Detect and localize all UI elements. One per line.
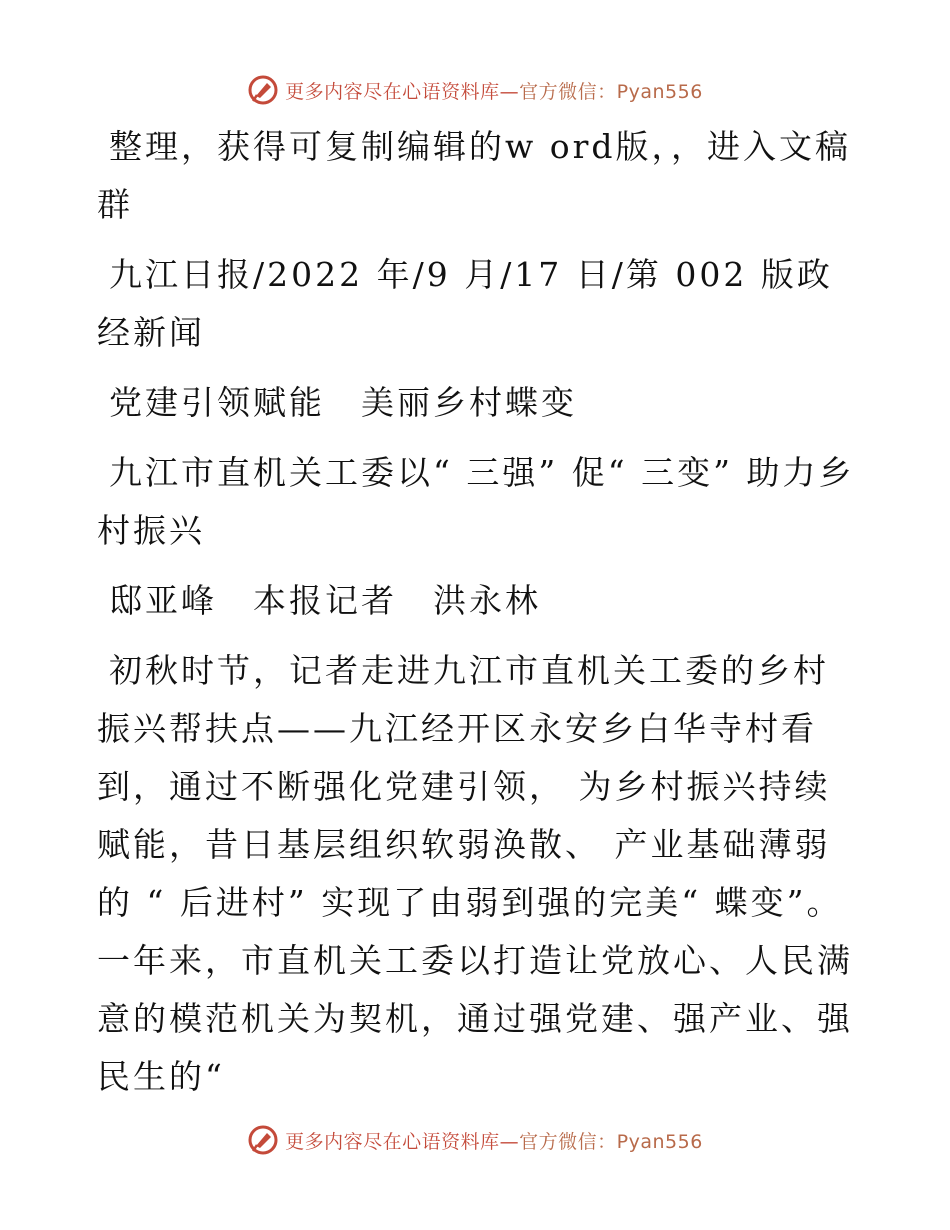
banner-text [285, 1127, 703, 1154]
pen-nib-logo-icon [247, 1124, 279, 1156]
subheadline: 九江市直机关工委以“ 三强” 促“ 三变” 助力乡村振兴 [97, 453, 855, 550]
byline: 邸亚峰 本报记者 洪永林 [109, 581, 541, 620]
banner-dash: — [499, 1130, 520, 1153]
banner-wechat-text: 官方微信：Pyan556 [519, 80, 703, 103]
banner-main-text: 更多内容尽在心语资料库 [285, 80, 500, 103]
pen-nib-logo-icon [247, 74, 279, 106]
intro-paragraph: 整理，获得可复制编辑的w ord版，，进入文稿群 [97, 127, 852, 224]
document-body [97, 118, 857, 1118]
banner-dash: — [499, 80, 520, 103]
header-banner [0, 72, 950, 108]
source-line: 九江日报/2022 年/9 月/17 日/第 002 版政经新闻 [97, 255, 833, 352]
banner-wechat-text: 官方微信：Pyan556 [519, 1130, 703, 1153]
banner-main-text: 更多内容尽在心语资料库 [285, 1130, 500, 1153]
footer-banner [0, 1122, 950, 1158]
headline: 党建引领赋能 美丽乡村蝶变 [109, 383, 577, 422]
body-paragraph: 初秋时节，记者走进九江市直机关工委的乡村振兴帮扶点——九江经开区永安乡白华寺村看到，通过不断强化党建引领， 为乡村振兴持续赋能，昔日基层组织软弱涣散、 产业基础薄弱的 “ 后进村” 实现了由弱到强的完美“ 蝶变”。一年来，市直机关工委以打造让党放心、人民满意的模范机关为契机，通过强党建、强产业、强民生的“ [97, 651, 853, 1096]
banner-text [285, 77, 703, 104]
